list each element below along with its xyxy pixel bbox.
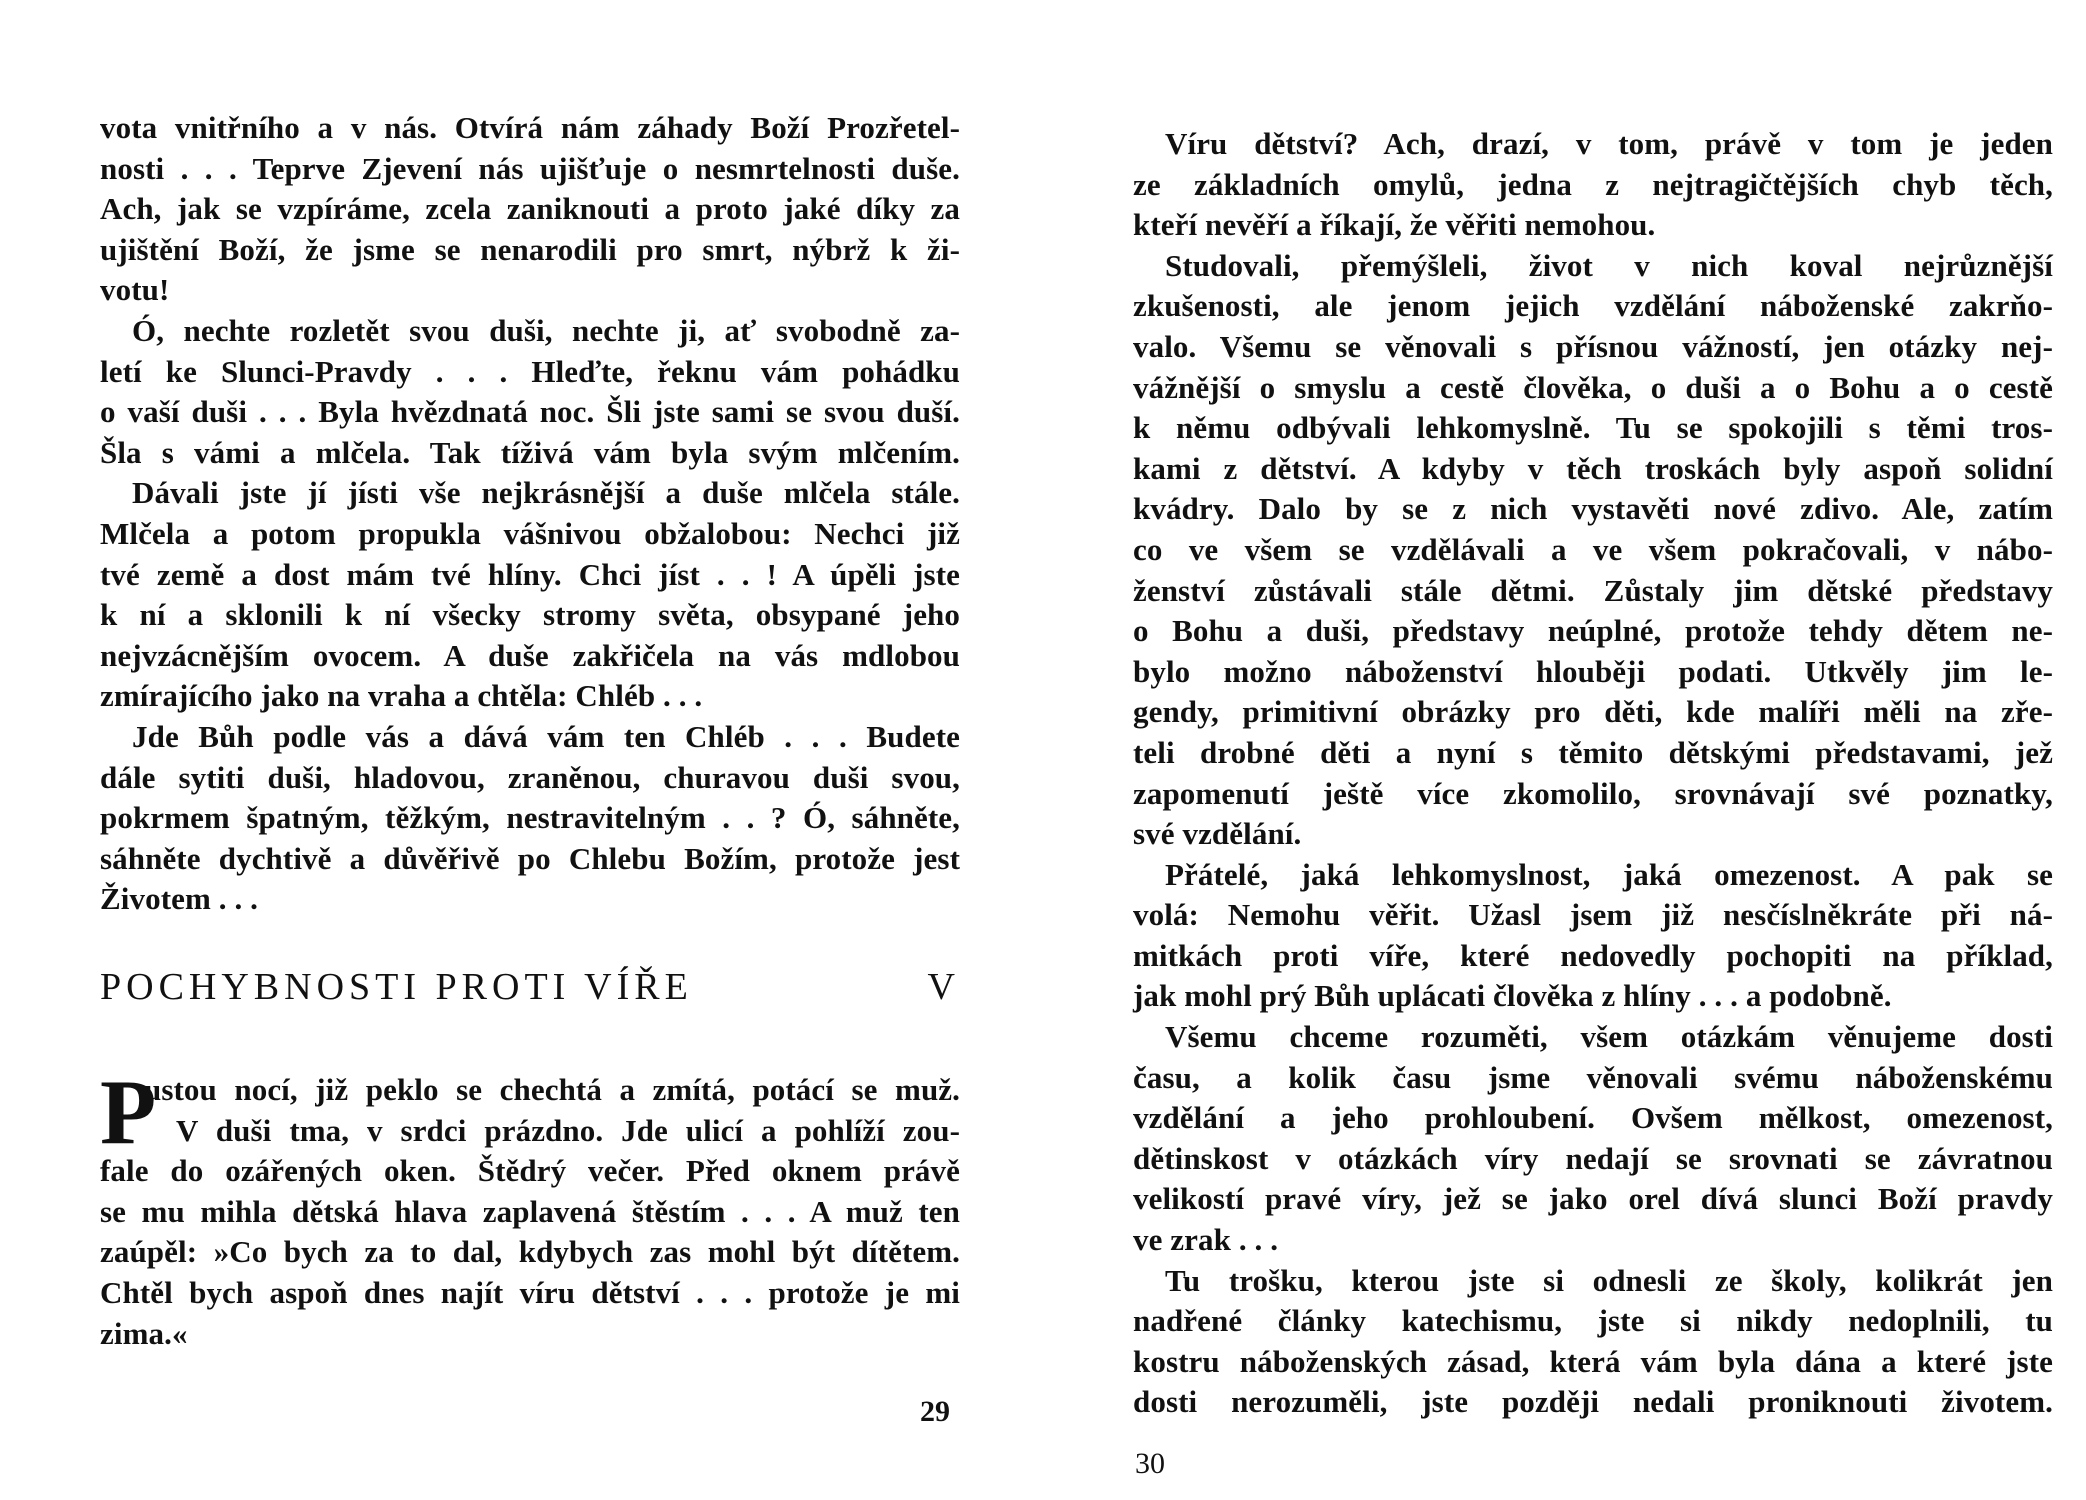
text-line: své vzdělání. — [1133, 816, 1302, 852]
text-line: letí ke Slunci-Pravdy . . . Hleďte, řeknu vám pohádku — [100, 353, 960, 389]
text-line: k němu odbývali lehkomyslně. Tu se spokojili s těmi tros- — [1133, 410, 2053, 446]
text-line: Šla s vámi a mlčela. Tak tíživá vám byla svým mlčením. — [100, 434, 960, 470]
text-line: dětinskost v otázkách víry nedají se srovnati se závratnou — [1133, 1140, 2053, 1176]
paragraph-start-line: Ó, nechte rozletět svou duši, nechte ji, ať svobodně za- — [132, 312, 960, 348]
text-line: vota vnitřního a v nás. Otvírá nám záhady Boží Prozřetel- — [100, 110, 960, 145]
dropcap-paragraph — [100, 1061, 960, 1163]
text-line: mitkách proti víře, které nedovedly pochopiti na příklad, — [1133, 937, 2053, 973]
chapter-title: POCHYBNOSTI PROTI VÍŘE — [100, 966, 693, 1008]
text-line: Životem . . . — [100, 881, 258, 917]
text-line: Chtěl bych aspoň dnes najít víru dětství . . . protože je mi — [100, 1274, 960, 1310]
text-line: kteří nevěří a říkají, že věřiti nemohou. — [1133, 207, 1656, 243]
text-line: valo. Všemu se věnovali s přísnou vážností, jen otázky nej- — [1133, 328, 2053, 364]
text-line: se mu mihla dětská hlava zaplavená štěstím . . . A muž ten — [100, 1193, 960, 1229]
text-line: vážnější o smyslu a cestě člověka, o duši a o Bohu a o cestě — [1133, 369, 2053, 405]
text-line: zkušenosti, ale jenom jejich vzdělání náboženské zakrňo- — [1133, 288, 2053, 324]
chapter-number: V — [927, 966, 960, 1008]
text-line: Mlčela a potom propukla vášnivou obžalobou: Nechci již — [100, 515, 960, 551]
text-line: pokrmem špatným, těžkým, nestravitelným . . ? Ó, sáhněte, — [100, 800, 960, 836]
text-line: gendy, primitivní obrázky pro děti, kde malíři měli na zře- — [1133, 694, 2053, 730]
text-line: co ve všem se vzdělávali a ve všem pokračovali, v nábo- — [1133, 531, 2053, 567]
right-page-text — [1133, 124, 2053, 1423]
paragraph-start-line: Jde Bůh podle vás a dává vám ten Chléb . . . Budete — [132, 718, 960, 754]
text-line: k ní a sklonili k ní všecky stromy světa, obsypané jeho — [100, 597, 960, 633]
text-line: tvé země a dost mám tvé hlíny. Chci jíst . . ! A úpěli jste — [100, 556, 960, 592]
text-line: o Bohu a duši, představy neúplné, protože tehdy dětem ne- — [1133, 613, 2053, 649]
paragraph-start-line: Tu trošku, kterou jste si odnesli ze školy, kolikrát jen — [1165, 1262, 2053, 1298]
text-line: kvádry. Dalo by se z nich vystavěti nové zdivo. Ale, zatím — [1133, 491, 2053, 527]
text-line: nejvzácnějším ovocem. A duše zakřičela na vás mdlobou — [100, 637, 960, 673]
text-line: V duši tma, v srdci prázdno. Jde ulicí a pohlíží zou- — [176, 1112, 960, 1148]
text-line: ve zrak . . . — [1133, 1222, 1279, 1258]
text-line: volá: Nemohu věřit. Užasl jsem již nesčíslněkráte při ná- — [1133, 897, 2053, 933]
chapter-opening-text — [100, 1061, 960, 1354]
left-page-top-text — [100, 108, 960, 920]
text-line: zaúpěl: »Co bych za to dal, kdybych zas mohl být dítětem. — [100, 1234, 960, 1270]
right-page — [1043, 0, 2086, 1500]
text-line: sáhněte dychtivě a důvěřivě po Chlebu Božím, protože jest — [100, 840, 960, 876]
page-number: 30 — [1135, 1447, 1165, 1480]
text-line: kostru náboženských zásad, která vám byla dána a které jste — [1133, 1343, 2053, 1379]
text-line: o vaší duši . . . Byla hvězdnatá noc. Šli jste sami se svou duší. — [100, 394, 960, 430]
text-line: dále sytiti duši, hladovou, zraněnou, churavou duši svou, — [100, 759, 960, 795]
text-line: vzdělání a jeho prohloubení. Ovšem mělkost, omezenost, — [1133, 1100, 2053, 1136]
text-line: zapomenutí ještě více zkomolilo, srovnávají své poznatky, — [1133, 775, 2053, 811]
paragraph-start-line: Všemu chceme rozuměti, všem otázkám věnujeme dosti — [1165, 1019, 2053, 1055]
text-line: ujištění Boží, že jsme se nenarodili pro smrt, nýbrž k ži- — [100, 231, 960, 267]
text-line: velikostí pravé víry, jež se jako orel dívá slunci Boží pravdy — [1133, 1181, 2053, 1217]
paragraph-start-line: Přátelé, jaká lehkomyslnost, jaká omezenost. A pak se — [1165, 856, 2053, 892]
text-line: fale do ozářených oken. Štědrý večer. Před oknem právě — [100, 1153, 960, 1189]
text-line: nosti . . . Teprve Zjevení nás ujišťuje o nesmrtelnosti duše. — [100, 150, 960, 186]
text-line: jak mohl prý Bůh uplácati člověka z hlíny . . . a podobně. — [1133, 978, 1892, 1014]
text-line: teli drobné děti a nyní s těmito dětskými představami, jež — [1133, 734, 2053, 770]
text-line: ženství zůstávali stále dětmi. Zůstaly jim dětské představy — [1133, 572, 2053, 608]
page-number: 29 — [920, 1395, 950, 1428]
paragraph-start-line: Víru dětství? Ach, drazí, v tom, právě v tom je jeden — [1165, 126, 2053, 161]
chapter-heading — [100, 965, 960, 1009]
text-line: nadřené články katechismu, jste si nikdy nedoplnili, tu — [1133, 1303, 2053, 1339]
text-line: dosti nerozuměli, jste později nedali proniknouti životem. — [1133, 1384, 2053, 1420]
text-line: bylo možno náboženství hlouběji podati. Utkvěly jim le- — [1133, 653, 2053, 689]
text-line: ustou nocí, již peklo se chechtá a zmítá, potácí se muž. — [144, 1072, 960, 1107]
text-line: ze základních omylů, jedna z nejtragičtějších chyb těch, — [1133, 166, 2053, 202]
text-line: zima.« — [100, 1315, 188, 1351]
text-line: zmírajícího jako na vraha a chtěla: Chléb . . . — [100, 678, 703, 714]
text-line: votu! — [100, 272, 170, 308]
text-line: kami z dětství. A kdyby v těch troskách byly aspoň solidní — [1133, 450, 2053, 486]
drop-cap-letter: P — [100, 1061, 157, 1163]
paragraph-start-line: Studovali, přemýšleli, život v nich koval nejrůznější — [1165, 247, 2053, 283]
paragraph-start-line: Dávali jste jí jísti vše nejkrásnější a duše mlčela stále. — [132, 475, 960, 511]
text-line: času, a kolik času jsme věnovali svému náboženskému — [1133, 1059, 2053, 1095]
text-line: Ach, jak se vzpíráme, zcela zaniknouti a proto jaké díky za — [100, 191, 960, 227]
